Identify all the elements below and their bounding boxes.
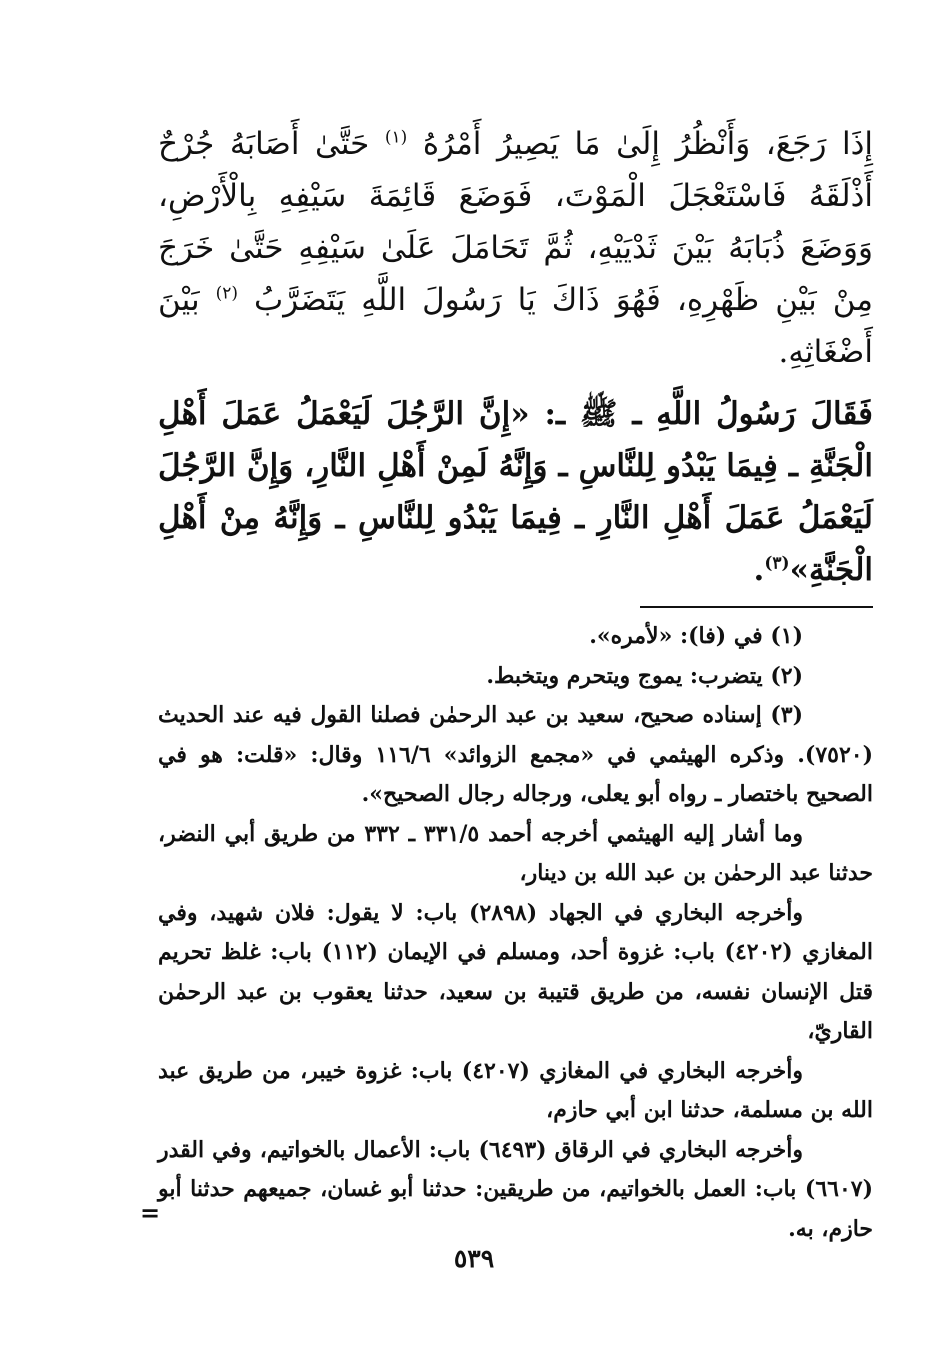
footnote-3-continued-ahmad: وما أشار إليه الهيثمي أخرجه أحمد ٣٣١/٥ ـ ٣٣٢ من طريق أبي النضر، حدثنا عبد الرحمٰن بن عبد الله بن دينار، xyxy=(158,820,873,886)
para1-text-middle: حَتَّىٰ أَصَابَهُ جُرْحٌ أَذْلَقَهُ فَاسْتَعْجَلَ الْمَوْتَ، فَوَضَعَ قَائِمَةَ سَيْفِهِ بِالْأَرْضِ، وَوَضَعَ ذُبَابَهُ بَيْنَ ثَدْيَيْهِ، ثُمَّ تَحَامَلَ عَلَىٰ سَيْفِهِ حَتَّىٰ خَرَجَ مِنْ بَيْنِ ظَهْرِهِ، فَهُوَ ذَاكَ يَا رَسُولَ اللَّهِ يَتَضَرَّبُ xyxy=(158,126,874,318)
footnote-2: (٢) يتضرب: يموج ويتحرم ويتخبط. xyxy=(486,662,803,689)
footnote-ref-3[interactable]: (٣) xyxy=(764,553,790,574)
main-text xyxy=(158,118,873,596)
footnote-separator xyxy=(640,606,873,608)
footnote-3: (٣) إسناده صحيح، سعيد بن عبد الرحمٰن فصلنا القول فيه عند الحديث (٧٥٢٠). وذكره الهيثمي في «مجمع الزوائد» ١١٦/٦ وقال: «قلت: هو في الصحيح باختصار ـ رواه أبو يعلى، ورجاله رجال الصحيح». xyxy=(158,702,873,807)
footnote-1: (١) في (فا): «لأمره». xyxy=(589,623,803,649)
footnote-3-continued-bukhari-riqaq: وأخرجه البخاري في الرقاق (٦٤٩٣) باب: الأعمال بالخواتيم، وفي القدر (٦٦٠٧) باب: العمل بالخواتيم، من طريقين: حدثنا أبو غسان، جميعهم حدثنا أبو حازم، به. xyxy=(158,1136,873,1242)
para2-end: . xyxy=(753,552,765,588)
main-paragraph-1 xyxy=(158,118,873,378)
page-number: ٥٣٩ xyxy=(453,1244,495,1273)
para1-text-end: بَيْنَ أَضْغَاثِهِ. xyxy=(158,282,873,370)
footnote-3-continued-bukhari-maghazi: وأخرجه البخاري في المغازي (٤٢٠٧) باب: غزوة خيبر، من طريق عبد الله بن مسلمة، حدثنا ابن أبي حازم، xyxy=(158,1057,873,1123)
footnote-3-continued-bukhari-jihad: وأخرجه البخاري في الجهاد (٢٨٩٨) باب: لا يقول: فلان شهيد، وفي المغازي (٤٢٠٢) باب: غزوة أحد، ومسلم في الإيمان (١١٢) باب: غلظ تحريم قتل الإنسان نفسه، من طريق قتيبة بن سعيد، حدثنا يعقوب بن عبد الرحمٰن القاريّ، xyxy=(158,899,873,1044)
main-paragraph-2 xyxy=(158,388,873,596)
footnote-ref-1[interactable]: (١) xyxy=(384,127,408,148)
footnotes xyxy=(158,617,873,1249)
para1-text-start: إِذَا رَجَعَ، وَأَنْظُرُ إِلَىٰ مَا يَصِيرُ أَمْرُهُ xyxy=(422,126,873,162)
hadith-text: فَقَالَ رَسُولُ اللَّهِ ـ ﷺ ـ: «إِنَّ الرَّجُلَ لَيَعْمَلُ عَمَلَ أَهْلِ الْجَنَّةِ ـ فِيمَا يَبْدُو لِلنَّاسِ ـ وَإِنَّهُ لَمِنْ أَهْلِ النَّارِ، وَإِنَّ الرَّجُلَ لَيَعْمَلُ عَمَلَ أَهْلِ النَّارِ ـ فِيمَا يَبْدُو لِلنَّاسِ ـ وَإِنَّهُ مِنْ أَهْلِ الْجَنَّةِ» xyxy=(158,396,873,588)
continuation-mark: = xyxy=(140,1198,161,1227)
footnote-ref-2[interactable]: (٢) xyxy=(215,283,239,304)
